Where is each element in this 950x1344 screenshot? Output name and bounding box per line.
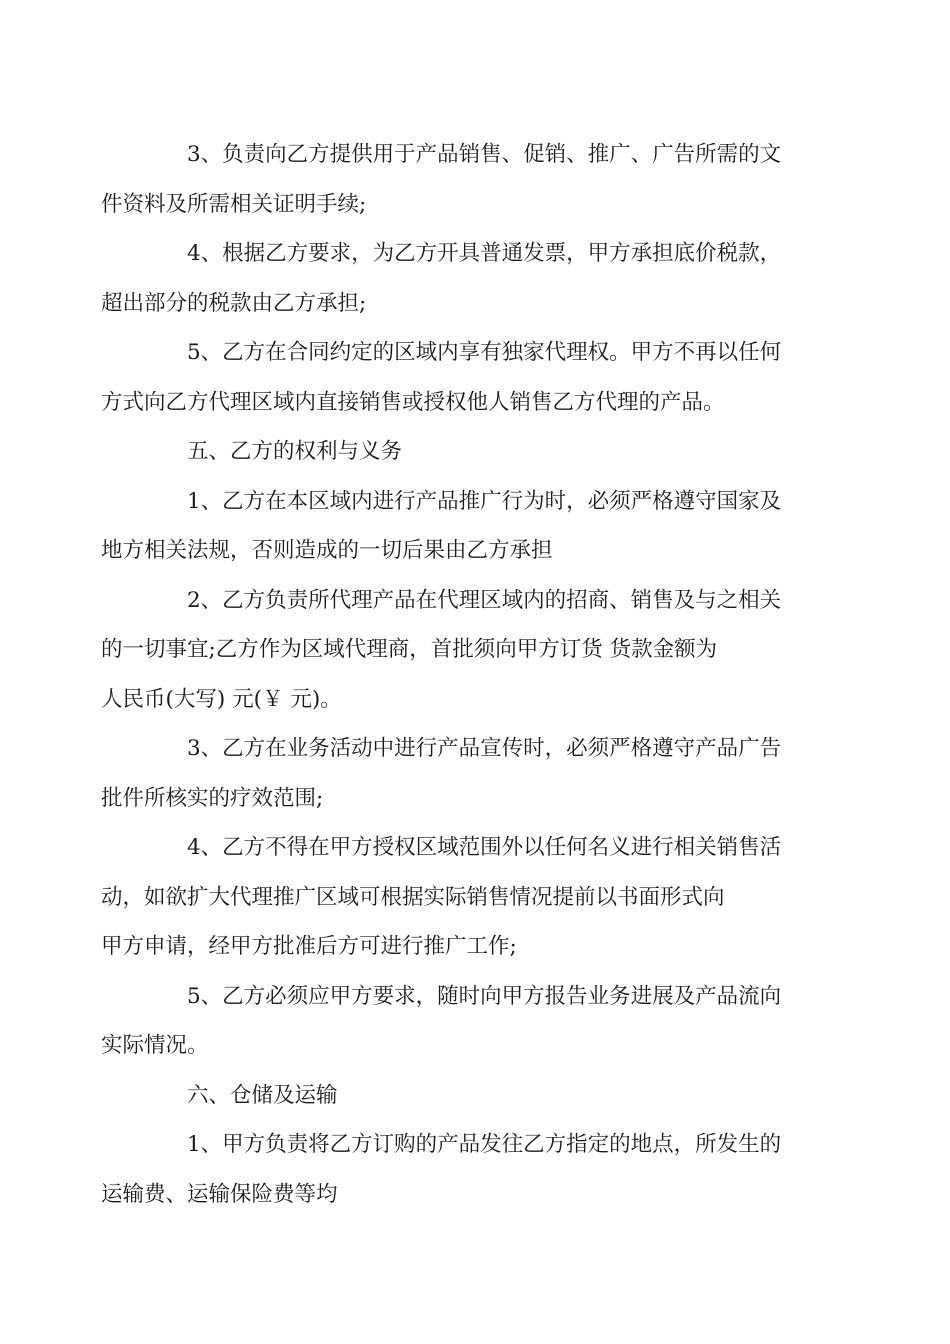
text-line: 方式向乙方代理区域内直接销售或授权他人销售乙方代理的产品。 xyxy=(101,389,725,415)
text-line: 4、根据乙方要求，为乙方开具普通发票，甲方承担底价税款， xyxy=(187,241,782,266)
clause-5-2 xyxy=(101,576,809,725)
section-heading-6 xyxy=(144,1071,809,1121)
text-line: 1、乙方在本区域内进行产品推广行为时，必须严格遵守国家及 xyxy=(187,488,782,514)
clause-5-5 xyxy=(101,972,809,1071)
text-line: 甲方申请，经甲方批准后方可进行推广工作; xyxy=(101,934,517,959)
clause-4-4 xyxy=(101,229,809,328)
text-line: 动，如欲扩大代理推广区域可根据实际销售情况提前以书面形式向 xyxy=(101,884,725,910)
text-line: 3、乙方在业务活动中进行产品宣传时，必须严格遵守产品广告 xyxy=(187,736,782,761)
text-line: 1、甲方负责将乙方订购的产品发往乙方指定的地点，所发生的 xyxy=(187,1132,782,1157)
text-line: 5、乙方在合同约定的区域内享有独家代理权。甲方不再以任何 xyxy=(187,340,782,365)
clause-6-1 xyxy=(101,1120,809,1219)
text-line: 人民币(大写) 元(￥ 元)。 xyxy=(101,686,342,712)
heading-text: 六、仓储及运输 xyxy=(187,1082,338,1108)
text-line: 地方相关法规，否则造成的一切后果由乙方承担 xyxy=(101,538,553,563)
text-line: 5、乙方必须应甲方要求，随时向甲方报告业务进展及产品流向 xyxy=(187,983,782,1009)
text-line: 实际情况。 xyxy=(101,1033,209,1058)
text-line: 3、负责向乙方提供用于产品销售、促销、推广、广告所需的文 xyxy=(187,142,782,167)
heading-text: 五、乙方的权利与义务 xyxy=(187,439,403,464)
clause-5-3 xyxy=(101,724,809,823)
section-heading-5 xyxy=(144,427,809,477)
text-line: 的一切事宜;乙方作为区域代理商，首批须向甲方订货 货款金额为 xyxy=(101,637,718,662)
document-body xyxy=(101,130,809,1219)
text-line: 批件所核实的疗效范围; xyxy=(101,785,324,811)
text-line: 件资料及所需相关证明手续; xyxy=(101,191,367,217)
clause-5-1 xyxy=(101,477,809,576)
clause-4-5 xyxy=(101,328,809,427)
text-line: 运输费、运输保险费等均 xyxy=(101,1181,338,1207)
clause-5-4 xyxy=(101,823,809,972)
clause-4-3 xyxy=(101,130,809,229)
text-line: 超出部分的税款由乙方承担; xyxy=(101,290,367,316)
text-line: 2、乙方负责所代理产品在代理区域内的招商、销售及与之相关 xyxy=(187,587,782,613)
text-line: 4、乙方不得在甲方授权区域范围外以任何名义进行相关销售活 xyxy=(187,835,782,860)
